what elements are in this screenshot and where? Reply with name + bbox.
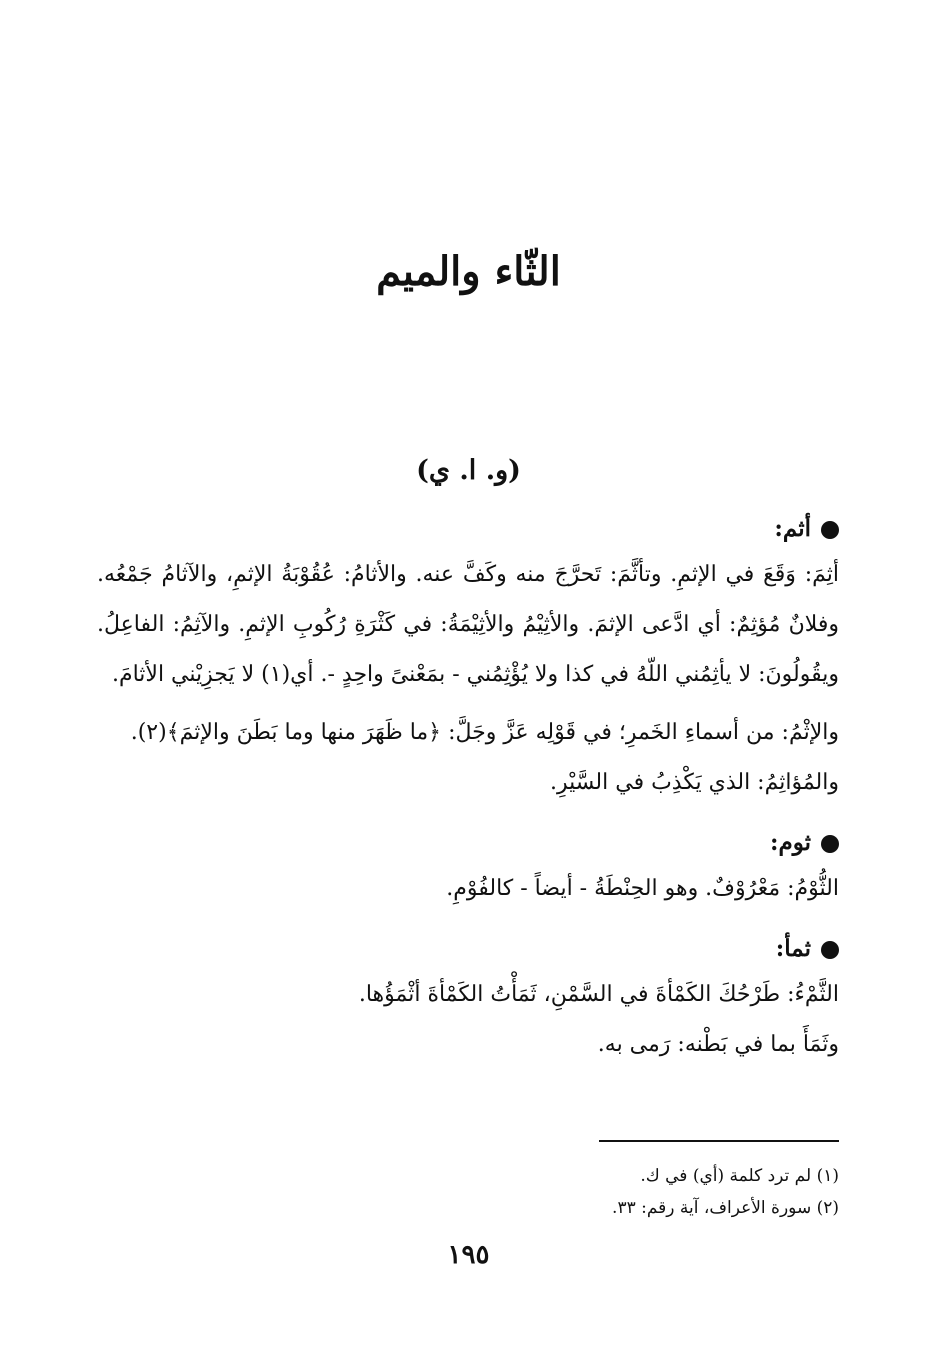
- entry-paragraph: والمُؤاثِمُ: الذي يَكْذِبُ في السَّيْرِ.: [550, 770, 839, 795]
- entry-paragraph: وثَمَأَ بما في بَطْنه: رَمى به.: [597, 1032, 839, 1057]
- entry-heading: ثوم:: [97, 822, 839, 864]
- entry-paragraph: الثَّمْءُ: طَرْحُكَ الكَمْأةَ في السَّمْنِ، ثَمَأْتُ الكَمْأةَ أثْمَؤُها.: [358, 982, 839, 1007]
- root-heading: (و. ا. ي): [416, 455, 521, 486]
- bullet-icon: [821, 941, 839, 959]
- entry-paragraph: أثِمَ: وَقَعَ في الإثمِ. وتأثَّمَ: تَحرَّجَ منه وكَفَّ عنه. والأثامُ: عُقُوْبَةُ الإثمِ، والآثامُ جَمْعُه. وفلانٌ مُؤثِمٌ: أي ادَّعى الإثمَ. والأثِيْمُ والأثِيْمَةُ: في كَثْرَةِ رُكُوبِ الإثمِ. والآثِمُ: الفاعِلُ. ويقُولُونَ: لا يأثِمُني اللّهُ في كذا ولا يُؤْثِمُني - بمَعْنىً واحِدٍ -. أي(١) لا يَجزِيْني الأثامَ.: [97, 562, 839, 687]
- entry-heading: أثم:: [97, 508, 839, 550]
- entry-paragraph: الثُّوْمُ: مَعْرُوْفٌ. وهو الحِنْطَةُ - أيضاً - كالفُوْمِ.: [446, 876, 839, 901]
- bullet-icon: [821, 521, 839, 539]
- entry-paragraph: والإثْمُ: من أسماءِ الخَمرِ؛ في قَوْلِه عَزَّ وجَلَّ: ﴿ما ظَهَرَ منها وما بَطَنَ والإثمَ﴾(٢).: [130, 720, 839, 745]
- footnote-1: (١) لم ترد كلمة (أي) في ك.: [640, 1166, 839, 1186]
- entries-body: [97, 508, 839, 1070]
- footnote-2: (٢) سورة الأعراف، آية رقم: ٣٣.: [612, 1198, 839, 1218]
- entry-heading: ثمأ:: [97, 928, 839, 970]
- footnote-divider: [599, 1140, 839, 1142]
- chapter-title: الثّاء والميم: [376, 248, 561, 295]
- page-number: ١٩٥: [447, 1240, 490, 1270]
- footnotes: [239, 1160, 839, 1224]
- bullet-icon: [821, 835, 839, 853]
